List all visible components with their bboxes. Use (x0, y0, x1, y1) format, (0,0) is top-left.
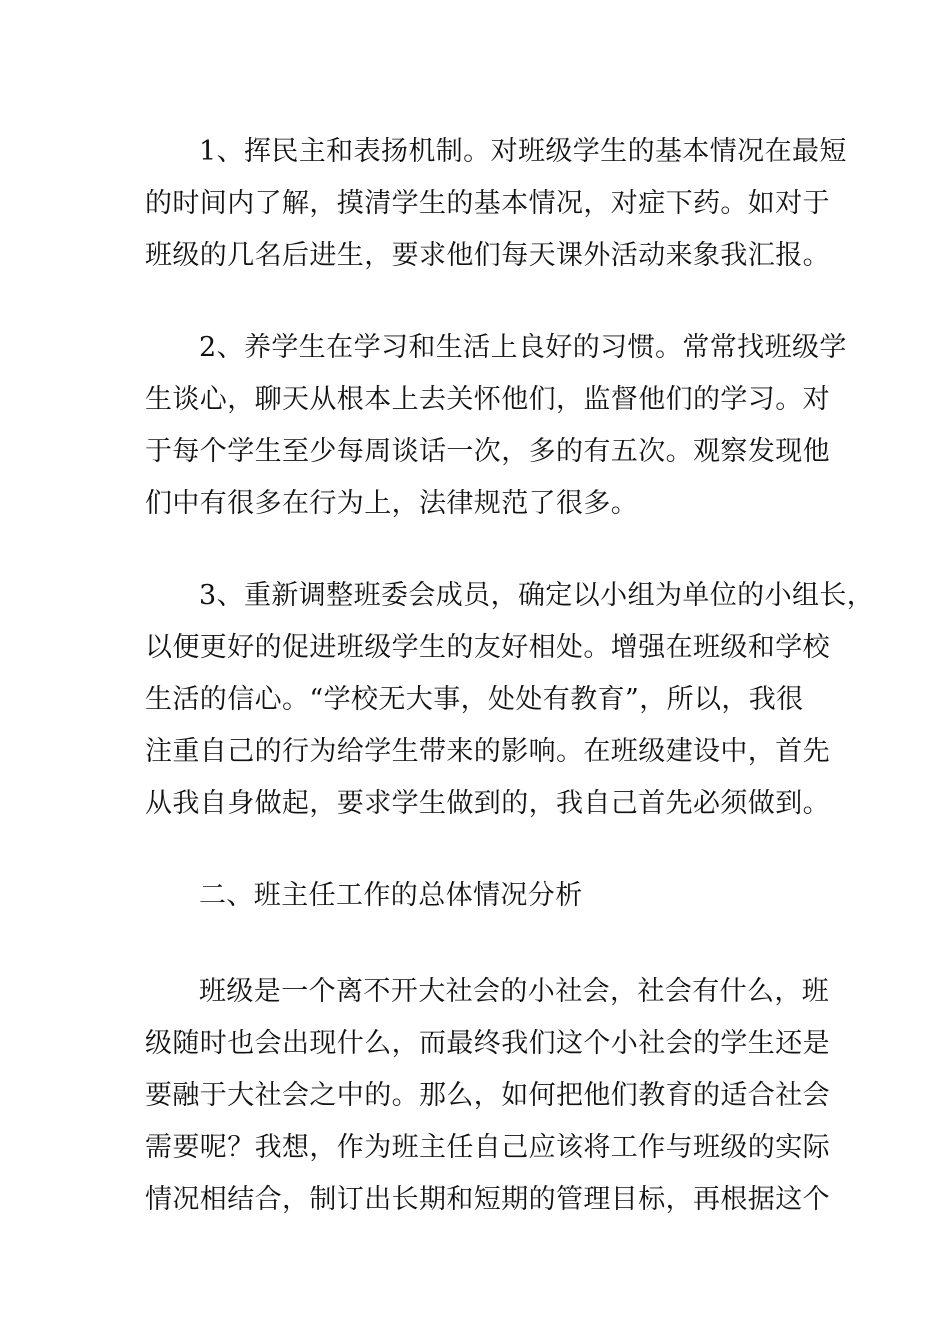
paragraph-line: 情况相结合，制订出长期和短期的管理目标，再根据这个 (145, 1184, 830, 1215)
paragraph-line: 注重自己的行为给学生带来的影响。在班级建设中，首先 (145, 736, 830, 767)
paragraph-line: 的时间内了解，摸清学生的基本情况，对症下药。如对于 (145, 188, 830, 219)
paragraph-line: 要融于大社会之中的。那么，如何把他们教育的适合社会 (145, 1080, 830, 1111)
paragraph-line: 生活的信心。“学校无大事，处处有教育”，所以，我很 (145, 684, 804, 715)
section-heading (145, 870, 810, 922)
paragraph-line: 2、养学生在学习和生活上良好的习惯。常常找班级学 (199, 332, 847, 363)
paragraph-2 (145, 322, 847, 530)
paragraph-line: 生谈心，聊天从根本上去关怀他们，监督他们的学习。对 (145, 384, 830, 415)
paragraph-3 (145, 570, 875, 830)
section-heading-text: 二、班主任工作的总体情况分析 (199, 880, 583, 911)
paragraph-line: 3、重新调整班委会成员，确定以小组为单位的小组长， (199, 580, 875, 611)
paragraph-line: 以便更好的促进班级学生的友好相处。增强在班级和学校 (145, 632, 830, 663)
paragraph-5 (145, 966, 830, 1226)
paragraph-line: 1、挥民主和表扬机制。对班级学生的基本情况在最短 (199, 136, 847, 167)
paragraph-1 (145, 126, 847, 282)
paragraph-line: 们中有很多在行为上，法律规范了很多。 (145, 488, 639, 519)
paragraph-line: 从我自身做起，要求学生做到的，我自己首先必须做到。 (145, 788, 830, 819)
paragraph-line: 班级是一个离不开大社会的小社会，社会有什么，班 (199, 976, 830, 1007)
paragraph-line: 班级的几名后进生，要求他们每天课外活动来象我汇报。 (145, 240, 830, 271)
paragraph-line: 于每个学生至少每周谈话一次，多的有五次。观察发现他 (145, 436, 830, 467)
paragraph-line: 需要呢？我想，作为班主任自己应该将工作与班级的实际 (145, 1132, 830, 1163)
paragraph-line: 级随时也会出现什么，而最终我们这个小社会的学生还是 (145, 1028, 830, 1059)
